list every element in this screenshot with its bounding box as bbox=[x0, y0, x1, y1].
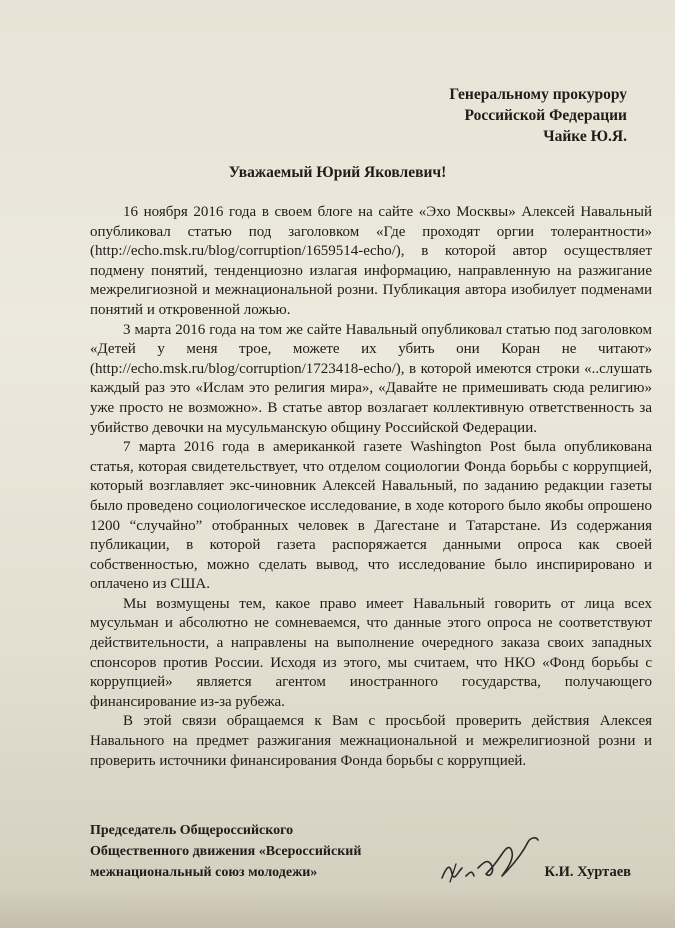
paragraph-3: 7 марта 2016 года в американкой газете Washington Post была опубликована статья, которая свидетельствует, что отделом социологии Фонда борьбы с коррупцией, который возглавляет экс-чиновник Алексей Навальный, по заданию редакции газеты было проведено социологическое исследование, в ходе которого было якобы опрошено 1200 “случайно” отобранных человек в Дагестане и Татарстане. Из содержания публикации, в которой газета распоряжается данными опроса как своей собственностью, можно сделать вывод, что исследование было инспирировано и оплачено из США. bbox=[90, 439, 652, 593]
addressee-line-2: Российской Федерации bbox=[464, 107, 627, 124]
signatory-title-block bbox=[90, 820, 361, 883]
signatory-title-line-3: межнациональный союз молодежи» bbox=[90, 865, 318, 880]
paragraph-1: 16 ноября 2016 года в своем блоге на сайте «Эхо Москвы» Алексей Навальный опубликовал статью под заголовком «Где проходят оргии толерантности» (http://echo.msk.ru/blog/corruption/1659514-echo/), в которой автор осуществляет подмену понятий, тенденциозно излагая информацию, направленную на разжигание межрелигиозной и межнациональной розни. Публикация автора изобилует подменами понятий и откровенной ложью. bbox=[90, 204, 652, 318]
signatory-title-line-1: Председатель Общероссийского bbox=[90, 823, 294, 838]
paragraph-4: Мы возмущены тем, какое право имеет Навальный говорить от лица всех мусульман и абсолютно не сомневаемся, что данные этого опроса не соответствуют действительности, а направлены на выполнение очередного заказа своих западных спонсоров против России. Исходя из этого, мы считаем, что НКО «Фонд борьбы с коррупцией» является агентом иностранного государства, получающего финансирование из-за рубежа. bbox=[90, 595, 652, 710]
handwritten-signature bbox=[432, 828, 542, 888]
addressee-line-3: Чайке Ю.Я. bbox=[543, 128, 627, 145]
signatory-title-line-2: Общественного движения «Всероссийский bbox=[90, 844, 362, 859]
paragraph-2: 3 марта 2016 года на том же сайте Навальный опубликовал статью под заголовком «Детей у меня трое, можете их убить они Коран не читают» (http://echo.msk.ru/blog/corruption/1723418-echo/), в которой имеются строки «..слушать каждый раз это «Ислам это религия мира», «Давайте не примешивать сюда религию» уже просто не возможно». В статье автор возлагает коллективную ответственность за убийство девочки на мусульманскую общину Российской Федерации. bbox=[90, 321, 652, 436]
letter-body bbox=[90, 203, 652, 771]
addressee-line-1: Генеральному прокурору bbox=[449, 86, 627, 103]
addressee-block bbox=[449, 84, 627, 147]
paper-shadow bbox=[0, 888, 675, 928]
greeting: Уважаемый Юрий Яковлевич! bbox=[228, 164, 447, 181]
paragraph-5: В этой связи обращаемся к Вам с просьбой проверить действия Алексея Навального на предмет разжигания межнациональной и межрелигиозной розни и проверить источники финансирования Фонда борьбы с коррупцией. bbox=[90, 713, 652, 769]
signer-name: К.И. Хуртаев bbox=[544, 864, 631, 880]
